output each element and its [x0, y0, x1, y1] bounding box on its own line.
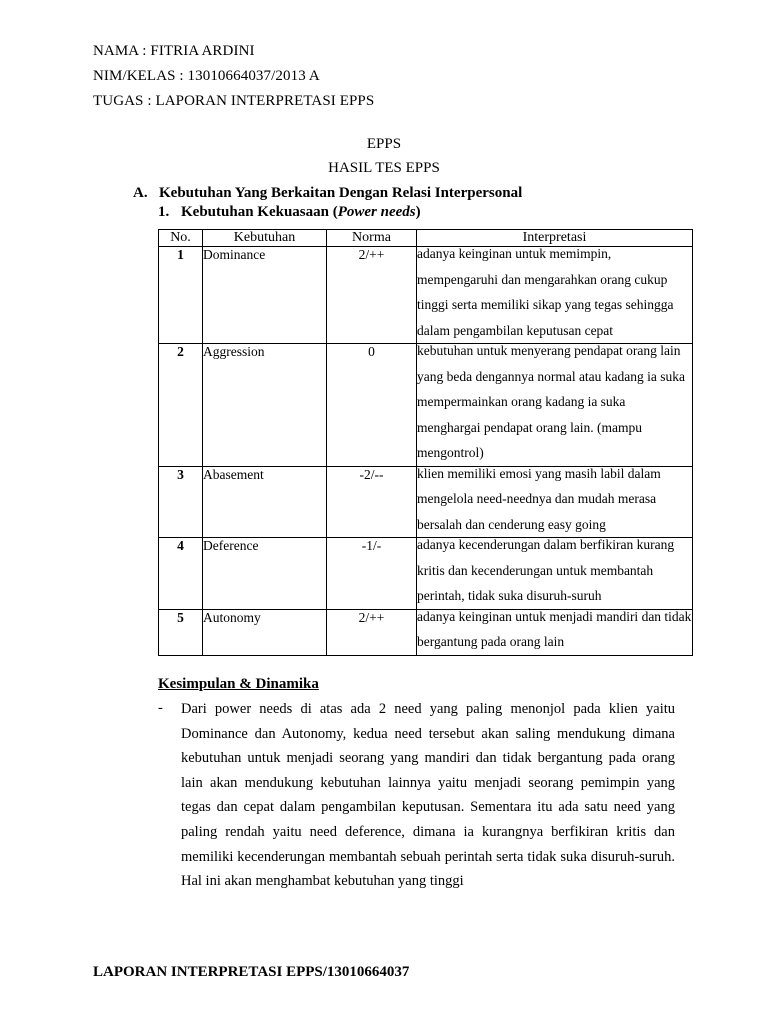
row-no: 1 — [159, 247, 203, 344]
row-interpretasi: klien memiliki emosi yang masih labil dalam mengelola need-neednya dan mudah merasa bersalah dan cenderung easy going — [417, 465, 661, 532]
row-no: 5 — [159, 609, 203, 655]
student-name: NAMA : FITRIA ARDINI — [93, 43, 255, 59]
row-interpretasi-cell — [417, 344, 693, 467]
subsection-1-heading — [158, 204, 421, 221]
table-row — [159, 344, 693, 467]
row-norma: 2/++ — [327, 609, 417, 655]
row-no: 2 — [159, 344, 203, 467]
row-no: 4 — [159, 538, 203, 610]
subsection-1-label-suffix: ) — [415, 204, 421, 220]
table-row — [159, 466, 693, 538]
row-norma: 0 — [327, 344, 417, 467]
row-kebutuhan: Abasement — [203, 466, 327, 538]
row-kebutuhan: Dominance — [203, 247, 327, 344]
assignment-title: TUGAS : LAPORAN INTERPRETASI EPPS — [93, 93, 375, 109]
subsection-1-label-italic: Power needs — [337, 204, 416, 220]
row-interpretasi: adanya keinginan untuk menjadi mandiri dan tidak bergantung pada orang lain — [417, 608, 692, 649]
table-row — [159, 247, 693, 344]
row-interpretasi-cell — [417, 247, 693, 344]
row-interpretasi: adanya kecenderungan dalam berfikiran kurang kritis dan kecenderungan untuk membantah perintah, tidak suka disuruh-suruh — [417, 537, 675, 603]
student-nim-class: NIM/KELAS : 13010664037/2013 A — [93, 68, 320, 84]
header-norma: Norma — [327, 230, 417, 247]
subsection-1-label-prefix: Kebutuhan Kekuasaan ( — [181, 204, 338, 220]
row-kebutuhan: Aggression — [203, 344, 327, 467]
subsection-1-number: 1. — [158, 204, 170, 220]
table-row — [159, 609, 693, 655]
row-interpretasi-cell — [417, 609, 693, 655]
row-norma: -1/- — [327, 538, 417, 610]
row-kebutuhan: Autonomy — [203, 609, 327, 655]
table-row — [159, 538, 693, 610]
row-norma: 2/++ — [327, 247, 417, 344]
header-kebutuhan: Kebutuhan — [203, 230, 327, 247]
row-interpretasi: adanya keinginan untuk memimpin, mempengaruhi dan mengarahkan orang cukup tinggi serta memiliki sikap yang tegas sehingga dalam pengambilan keputusan cepat — [417, 246, 674, 338]
row-kebutuhan: Deference — [203, 538, 327, 610]
kesimpulan-paragraph: Dari power needs di atas ada 2 need yang paling menonjol pada klien yaitu Dominance dan Autonomy, kedua need tersebut akan saling mendukung dimana kebutuhan untuk menjadi seorang yang mandiri dan tidak bergantung pada orang lain akan mendukung kebutuhan lainnya yaitu menjadi seorang pemimpin yang tegas dan cepat dalam pengambilan keputusan. Sementara itu ada satu need yang paling rendah yaitu need deference, dimana ia kurangnya berfikiran kritis dan memiliki kecenderungan membantah sebuah perintah serta tidak suka disuruh-suruh. Hal ini akan menghambat kebutuhan yang tinggi — [181, 701, 675, 890]
header-no: No. — [159, 230, 203, 247]
row-interpretasi-cell — [417, 538, 693, 610]
epps-results-table — [158, 229, 693, 656]
doc-title: EPPS — [366, 136, 402, 152]
row-interpretasi-cell — [417, 466, 693, 538]
section-a-number: A. — [133, 185, 148, 201]
header-interpretasi: Interpretasi — [417, 230, 693, 247]
kesimpulan-heading: Kesimpulan & Dinamika — [158, 676, 319, 692]
section-a-heading — [133, 185, 522, 202]
row-norma: -2/-- — [327, 466, 417, 538]
page-footer: LAPORAN INTERPRETASI EPPS/13010664037 — [93, 964, 410, 980]
kesimpulan-bullet: - — [158, 700, 163, 716]
doc-subtitle: HASIL TES EPPS — [328, 160, 440, 176]
row-no: 3 — [159, 466, 203, 538]
row-interpretasi: kebutuhan untuk menyerang pendapat orang lain yang beda dengannya normal atau kadang ia suka mempermainkan orang kadang ia suka menghargai pendapat orang lain. (mampu mengontrol) — [417, 343, 686, 460]
section-a-label: Kebutuhan Yang Berkaitan Dengan Relasi Interpersonal — [159, 185, 523, 201]
